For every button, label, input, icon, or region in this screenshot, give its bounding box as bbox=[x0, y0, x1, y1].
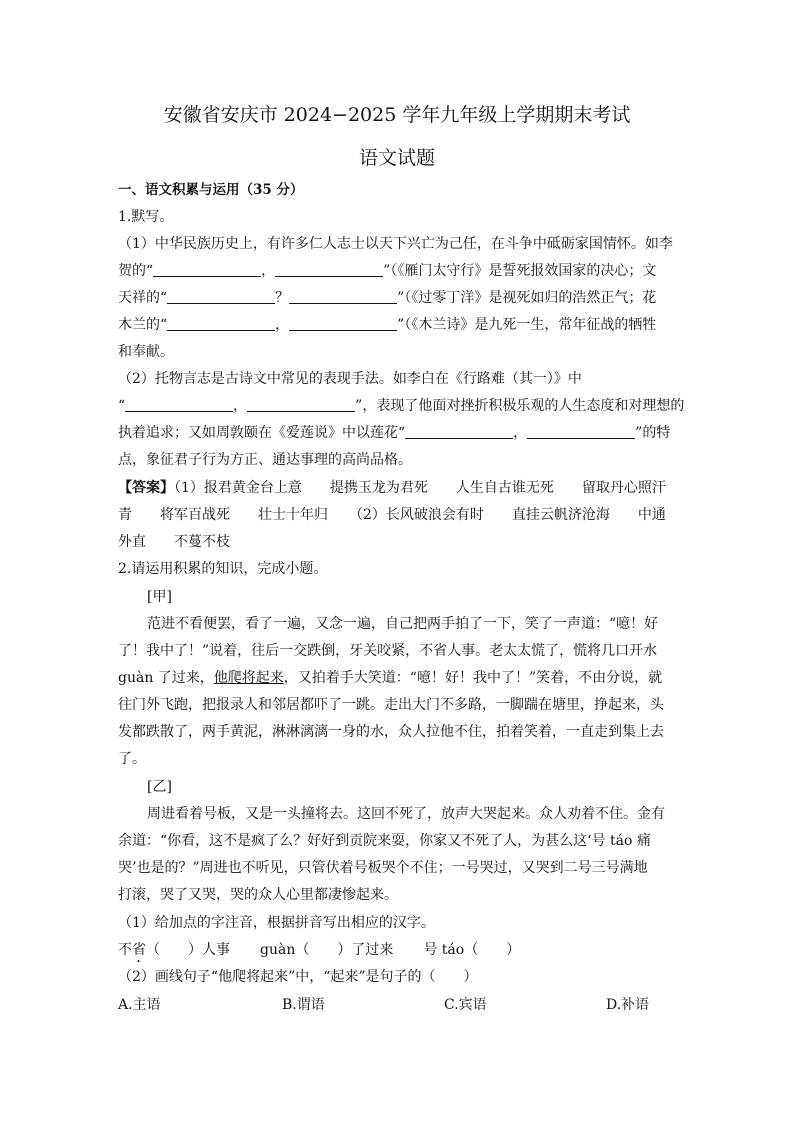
fill-blank[interactable] bbox=[289, 316, 397, 331]
q1-part1-line2: 贺的“ ， ”（《雁门太守行》是誓死报效国家的决心；文 bbox=[118, 263, 657, 279]
page-subtitle: 语文试题 bbox=[358, 147, 435, 169]
q1-part1-line4: 木兰的“ ， ”（《木兰诗》是九死一生，常年征战的牺牲 bbox=[118, 317, 657, 333]
passage-jia-line3: guàn 了过来，他爬将起来，又拍着手大笑道：“噫！好！我中了！”笑着，不由分说，就 bbox=[118, 670, 663, 686]
q1-part2-line2: “ ， ”，表现了他面对挫折积极乐观的人生态度和对理想的 bbox=[118, 398, 685, 414]
fill-blank[interactable] bbox=[167, 289, 275, 304]
passage-jia-line6: 了。 bbox=[118, 751, 146, 767]
option-c[interactable]: C.宾语 bbox=[444, 997, 487, 1013]
passage-jia-line2: 了！我中了！”说着，往后一交跌倒，牙关咬紧，不省人事。老太太慌了，慌将几口开水 bbox=[118, 643, 658, 659]
passage-yi-line2: 余道：“你看，这不是疯了么？好好到贡院来耍，你家又不死了人，为甚么这‘号 táo 痛 bbox=[118, 833, 651, 849]
fill-blank[interactable] bbox=[153, 262, 261, 277]
passage-yi-line1: 周进看着号板，又是一头撞将去。这回不死了，放声大哭起来。众人劝着不住。金有 bbox=[147, 806, 665, 822]
passage-jia-line1: 范进不看便罢，看了一遍，又念一遍，自己把两手拍了一下，笑了一声道：“噫！好 bbox=[147, 616, 659, 632]
passage-jia-label: [甲] bbox=[147, 589, 172, 605]
fill-blank[interactable] bbox=[125, 397, 233, 412]
subquestion-1-items: 不省（ ）人事 guàn（ ）了过来 号 táo（ ） bbox=[118, 942, 521, 958]
passage-yi-line3: 哭’也是的？”周进也不听见，只管伏着号板哭个不住；一号哭过，又哭到二号三号满地 bbox=[118, 860, 648, 876]
q1-part1-line3: 天祥的“ ？ ”（《过零丁洋》是视死如归的浩然正气；花 bbox=[118, 290, 657, 306]
dotted-char: 省 bbox=[132, 942, 146, 958]
option-a[interactable]: A.主语 bbox=[118, 997, 161, 1013]
subquestion-2: （2）画线句子“他爬将起来”中，“起来”是句子的（ ） bbox=[118, 969, 478, 985]
q1-part1-line1: （1）中华民族历史上，有许多仁人志士以天下兴亡为己任，在斗争中砥砺家国情怀。如李 bbox=[118, 236, 673, 252]
fill-blank[interactable] bbox=[247, 397, 355, 412]
answer-tag: 【答案】 bbox=[118, 480, 174, 496]
question-2-label: 2.请运用积累的知识，完成小题。 bbox=[118, 561, 328, 577]
answer-line3: 外直 不蔓不枝 bbox=[118, 534, 230, 550]
q1-part2-line3: 执着追求；又如周敦颐在《爱莲说》中以莲花“ ， ”的特 bbox=[118, 425, 671, 441]
fill-blank[interactable] bbox=[289, 289, 397, 304]
passage-jia-line5: 发都跌散了，两手黄泥，淋淋漓漓一身的水，众人拉他不住，拍着笑着，一直走到集上去 bbox=[118, 724, 664, 740]
fill-blank[interactable] bbox=[275, 262, 383, 277]
question-1-label: 1.默写。 bbox=[118, 209, 174, 225]
answer-line1: 【答案】（1）报君黄金台上意 提携玉龙为君死 人生自古谁无死 留取丹心照汗 bbox=[118, 480, 666, 496]
passage-yi-label: [乙] bbox=[147, 779, 172, 795]
fill-blank[interactable] bbox=[527, 424, 635, 439]
subquestion-1: （1）给加点的字注音，根据拼音写出相应的汉字。 bbox=[118, 915, 435, 931]
option-b[interactable]: B.谓语 bbox=[282, 997, 325, 1013]
q1-part2-line4: 点，象征君子行为方正、通达事理的高尚品格。 bbox=[118, 452, 412, 468]
page-title: 安徽省安庆市 2024−2025 学年九年级上学期期末考试 bbox=[163, 104, 631, 126]
fill-blank[interactable] bbox=[167, 316, 275, 331]
section-heading: 一、语文积累与运用（35 分） bbox=[118, 182, 304, 198]
passage-yi-line4: 打滚，哭了又哭，哭的众人心里都凄惨起来。 bbox=[118, 887, 398, 903]
fill-blank[interactable] bbox=[405, 424, 513, 439]
underlined-sentence: 他爬将起来 bbox=[213, 670, 284, 686]
answer-line2: 青 将军百战死 壮士十年归 （2）长风破浪会有时 直挂云帆济沧海 中通 bbox=[118, 507, 666, 523]
q1-part1-line5: 和奉献。 bbox=[118, 344, 174, 360]
q1-part2-line1: （2）托物言志是古诗文中常见的表现手法。如李白在《行路难（其一）》中 bbox=[118, 371, 582, 387]
option-d[interactable]: D.补语 bbox=[606, 997, 650, 1013]
passage-jia-line4: 往门外飞跑，把报录人和邻居都吓了一跳。走出大门不多路，一脚踹在塘里，挣起来，头 bbox=[118, 697, 664, 713]
